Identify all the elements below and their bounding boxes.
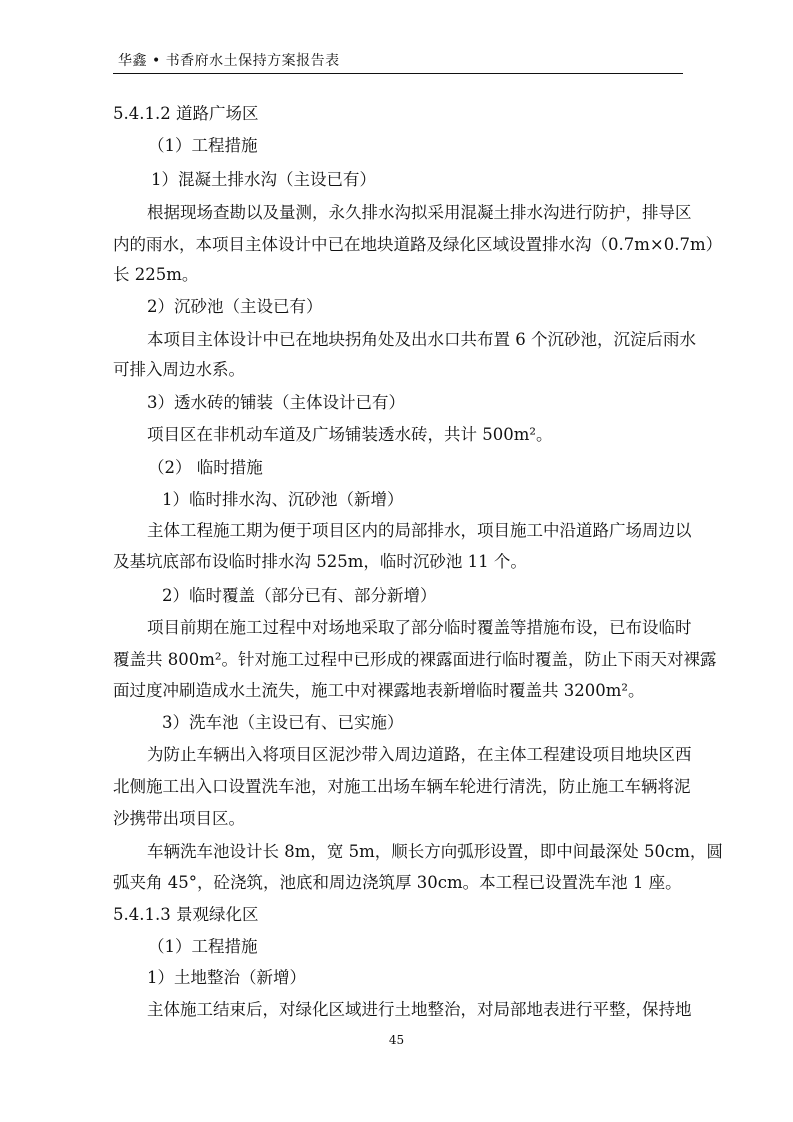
item-heading: 2）临时覆盖（部分已有、部分新增）	[162, 586, 437, 605]
subheading: （1）工程措施	[148, 937, 258, 956]
item-heading: 2）沉砂池（主设已有）	[147, 297, 323, 316]
item-heading: 3）洗车池（主设已有、已实施）	[162, 713, 404, 732]
paragraph-line: 内的雨水，本项目主体设计中已在地块道路及绿化区域设置排水沟（0.7m×0.7m）	[113, 235, 723, 254]
paragraph-line: 本项目主体设计中已在地块拐角处及出水口共布置 6 个沉砂池，沉淀后雨水	[147, 330, 696, 349]
header-rule	[113, 73, 683, 74]
section-heading: 5.4.1.3 景观绿化区	[113, 905, 259, 924]
paragraph-line: 及基坑底部布设临时排水沟 525m，临时沉砂池 11 个。	[113, 552, 527, 571]
paragraph-line: 面过度冲刷造成水土流失，施工中对裸露地表新增临时覆盖共 3200m²。	[113, 681, 645, 700]
page-number: 45	[388, 1033, 405, 1047]
paragraph-line: 项目区在非机动车道及广场铺装透水砖，共计 500m²。	[147, 425, 553, 444]
paragraph-line: 车辆洗车池设计长 8m，宽 5m，顺长方向弧形设置，即中间最深处 50cm，圆	[147, 842, 723, 861]
paragraph-line: 长 225m。	[113, 265, 199, 284]
paragraph-line: 为防止车辆出入将项目区泥沙带入周边道路，在主体工程建设项目地块区西	[147, 745, 692, 764]
item-heading: 3）透水砖的铺装（主体设计已有）	[147, 393, 405, 412]
paragraph-line: 覆盖共 800m²。针对施工过程中已形成的裸露面进行临时覆盖，防止下雨天对裸露	[113, 650, 717, 669]
paragraph-line: 沙携带出项目区。	[113, 809, 245, 828]
paragraph-line: 主体施工结束后，对绿化区域进行土地整治，对局部地表进行平整，保持地	[147, 1000, 692, 1019]
item-heading: 1）混凝土排水沟（主设已有）	[151, 170, 376, 189]
paragraph-line: 弧夹角 45°，砼浇筑，池底和周边浇筑厚 30cm。本工程已设置洗车池 1 座。	[113, 873, 682, 892]
running-header: 华鑫 • 书香府水土保持方案报告表	[118, 53, 340, 69]
paragraph-line: 根据现场查勘以及量测，永久排水沟拟采用混凝土排水沟进行防护，排导区	[147, 203, 692, 222]
section-heading: 5.4.1.2 道路广场区	[113, 104, 259, 123]
paragraph-line: 北侧施工出入口设置洗车池，对施工出场车辆车轮进行清洗，防止施工车辆将泥	[113, 777, 691, 796]
paragraph-line: 主体工程施工期为便于项目区内的局部排水，项目施工中沿道路广场周边以	[147, 521, 692, 540]
item-heading: 1）临时排水沟、沉砂池（新增）	[162, 490, 404, 509]
paragraph-line: 项目前期在施工过程中对场地采取了部分临时覆盖等措施布设，已布设临时	[147, 618, 692, 637]
subheading: （2） 临时措施	[148, 458, 263, 477]
item-heading: 1）土地整治（新增）	[147, 968, 306, 987]
paragraph-line: 可排入周边水系。	[113, 360, 245, 379]
subheading: （1）工程措施	[148, 136, 258, 155]
